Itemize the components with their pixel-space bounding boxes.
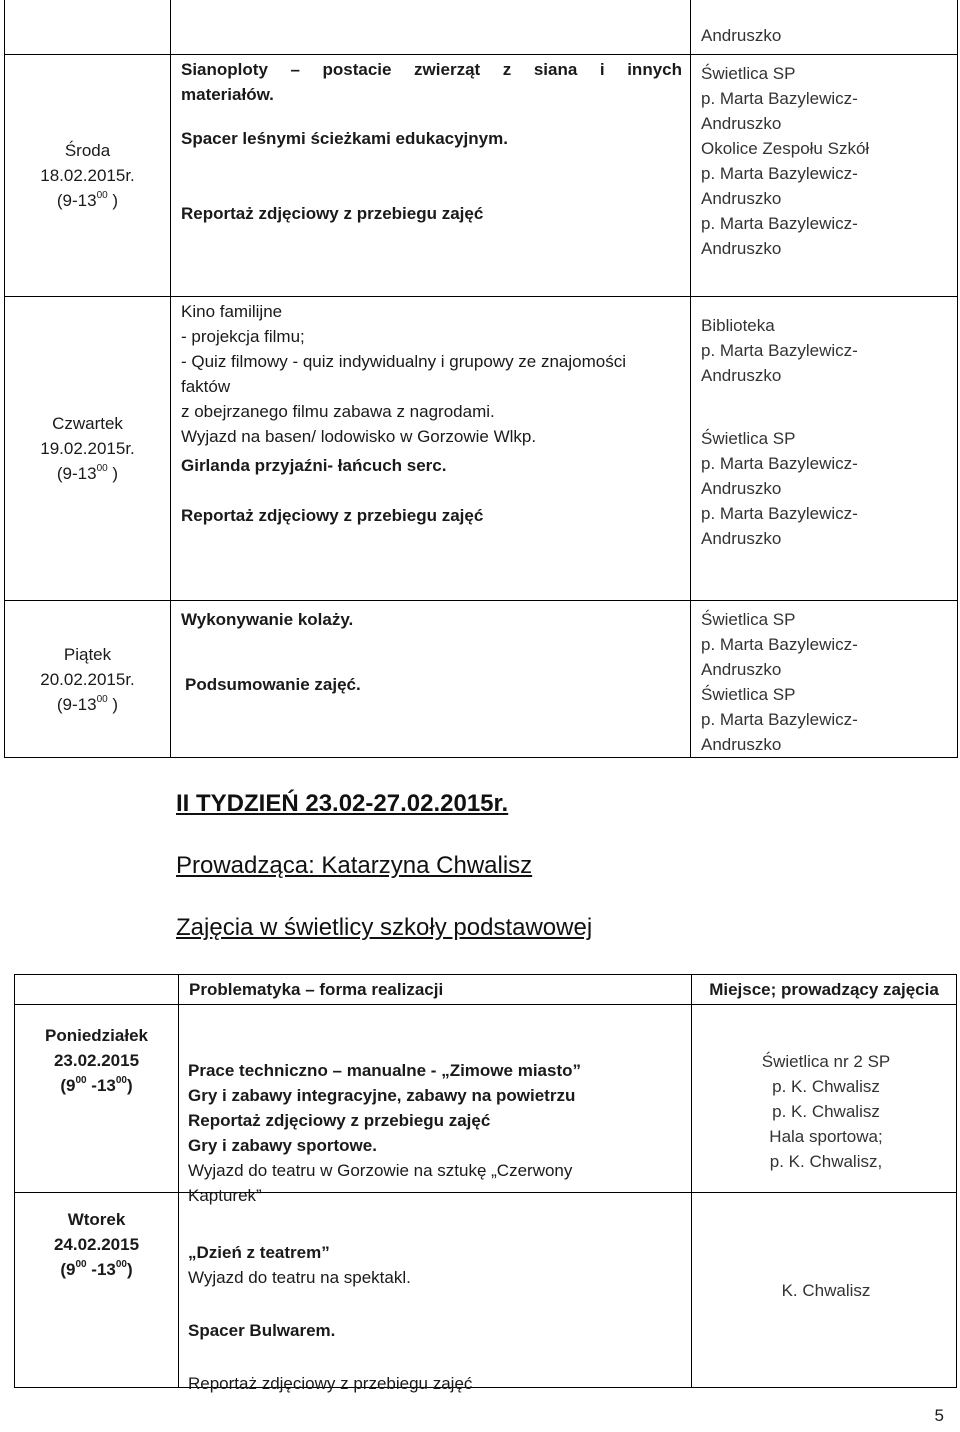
topic-line: Wyjazd na basen/ lodowisko w Gorzowie Wlkp. (181, 427, 537, 446)
topic-line: Kino familijne (181, 302, 283, 321)
topic-line: Wyjazd do teatru w Gorzowie na sztukę „Czerwony (188, 1161, 573, 1180)
place-text: Andruszko (701, 26, 782, 45)
place-text: p. Marta Bazylewicz- (701, 635, 858, 654)
place-text: Świetlica SP (701, 64, 796, 83)
table-row-sroda (5, 55, 958, 297)
place-text: p. Marta Bazylewicz- (701, 89, 858, 108)
leader-heading: Prowadząca: Katarzyna Chwalisz (176, 852, 533, 879)
topic-line: Gry i zabawy integracyjne, zabawy na powietrzu (188, 1086, 576, 1105)
topic-cell (171, 601, 691, 758)
place-cell (692, 1005, 957, 1193)
day-cell (5, 601, 171, 758)
topic-line: - Quiz filmowy - quiz indywidualny i grupowy ze znajomości (181, 352, 626, 371)
place-text: p. Marta Bazylewicz- (701, 341, 858, 360)
day-hours: ($9-13^{00}$ ) (56, 693, 119, 714)
place-cell (692, 1193, 957, 1388)
topic-line: z obejrzanego filmu zabawa z nagrodami. (181, 402, 495, 421)
day-cell (5, 297, 171, 601)
day-name: Wtorek (67, 1210, 126, 1229)
day-cell (5, 55, 171, 297)
day-hours: ($9-13^{00}$ ) (56, 190, 119, 210)
schedule-table-week1 (4, 0, 958, 758)
day-cell (15, 1193, 179, 1388)
place-text: Hala sportowa; (769, 1127, 883, 1146)
day-name: Piątek (63, 644, 112, 664)
topic-cell (171, 297, 691, 601)
place-cell (691, 0, 958, 55)
place-text: Andruszko (701, 114, 782, 133)
day-cell (5, 0, 171, 55)
table-header-row (15, 975, 957, 1005)
day-date: 19.02.2015r. (40, 439, 135, 458)
topic-line: Sianoploty – postacie zwierząt z siana i innych (181, 60, 682, 79)
place-cell (691, 55, 958, 297)
day-name: Czwartek (52, 414, 123, 433)
place-text: p. Marta Bazylewicz- (701, 710, 858, 729)
place-text: p. K. Chwalisz, (769, 1152, 883, 1171)
topic-block-poniedzialek (188, 1058, 668, 1208)
topic-cell (171, 55, 691, 297)
topic-line: Podsumowanie zajęć. (185, 675, 361, 694)
place-text: Świetlica nr 2 SP (761, 1052, 891, 1071)
place-text: Andruszko (701, 529, 782, 548)
topic-line: materiałów. (181, 85, 274, 104)
place-text: Andruszko (701, 366, 782, 385)
day-hours: ($9-13^{00}$ ) (56, 463, 119, 483)
place-text: Andruszko (701, 479, 782, 498)
topic-line: Kapturek” (188, 1186, 262, 1205)
table-row-partial (5, 0, 958, 55)
place-text: Świetlica SP (701, 610, 796, 629)
topic-line: Spacer Bulwarem. (188, 1321, 336, 1340)
topic-block-wtorek (188, 1240, 668, 1396)
topic-line: Gry i zabawy sportowe. (188, 1136, 377, 1155)
place-text: Świetlica SP (701, 429, 796, 448)
place-text: p. Marta Bazylewicz- (701, 214, 858, 233)
topic-line: Reportaż zdjęciowy z przebiegu zajęć (188, 1374, 473, 1393)
place-text: Okolice Zespołu Szkół (701, 139, 870, 158)
day-hours: ($9^{00}$ $-13^{00}$) (60, 1259, 133, 1279)
place-text: p. Marta Bazylewicz- (701, 454, 858, 473)
table-row-czwartek (5, 297, 958, 601)
place-text: p. Marta Bazylewicz- (701, 504, 858, 523)
place-text: Biblioteka (701, 316, 775, 335)
topic-line: Prace techniczno – manualne - „Zimowe miasto” (188, 1061, 581, 1080)
day-date: 20.02.2015r. (40, 669, 135, 689)
place-text: p. K. Chwalisz (772, 1102, 880, 1121)
place-text: Andruszko (701, 239, 782, 258)
day-name: Poniedziałek (45, 1026, 148, 1045)
topic-line: - projekcja filmu; (181, 327, 305, 346)
section-title: Zajęcia w świetlicy szkoły podstawowej (176, 914, 593, 941)
topic-line: faktów (181, 377, 231, 396)
topic-line: Reportaż zdjęciowy z przebiegu zajęć (188, 1111, 491, 1130)
topic-line: Wykonywanie kolaży. (181, 610, 354, 629)
day-date: 23.02.2015 (53, 1051, 140, 1070)
place-cell (691, 297, 958, 601)
day-hours: ($9^{00}$ $-13^{00}$) (60, 1075, 133, 1095)
page-number: 5 (934, 1406, 944, 1425)
day-date: 18.02.2015r. (40, 166, 135, 185)
topic-line: „Dzień z teatrem” (188, 1243, 330, 1262)
day-name: Środa (64, 141, 111, 160)
day-cell (15, 1005, 179, 1193)
header-empty-cell (15, 975, 179, 1005)
place-text: Andruszko (701, 735, 782, 754)
place-text: p. Marta Bazylewicz- (701, 164, 858, 183)
place-text: Świetlica SP (701, 685, 796, 704)
topic-line: Wyjazd do teatru na spektakl. (188, 1268, 411, 1287)
place-text: Andruszko (701, 189, 782, 208)
topic-line: Girlanda przyjaźni- łańcuch serc. (181, 456, 447, 475)
topic-line: Reportaż zdjęciowy z przebiegu zajęć (181, 204, 484, 223)
header-place: Miejsce; prowadzący zajęcia (692, 975, 957, 1005)
topic-line: Spacer leśnymi ścieżkami edukacyjnym. (181, 129, 508, 148)
place-text: K. Chwalisz (781, 1280, 871, 1300)
place-text: p. K. Chwalisz (772, 1077, 880, 1096)
topic-cell (171, 0, 691, 55)
day-date: 24.02.2015 (53, 1235, 140, 1254)
week-title: II TYDZIEŃ 23.02-27.02.2015r. (176, 790, 509, 817)
place-text: Andruszko (701, 660, 782, 679)
place-cell (691, 601, 958, 758)
header-topic: Problematyka – forma realizacji (179, 975, 692, 1005)
table-row-piatek (5, 601, 958, 758)
topic-line: Reportaż zdjęciowy z przebiegu zajęć (181, 506, 484, 525)
